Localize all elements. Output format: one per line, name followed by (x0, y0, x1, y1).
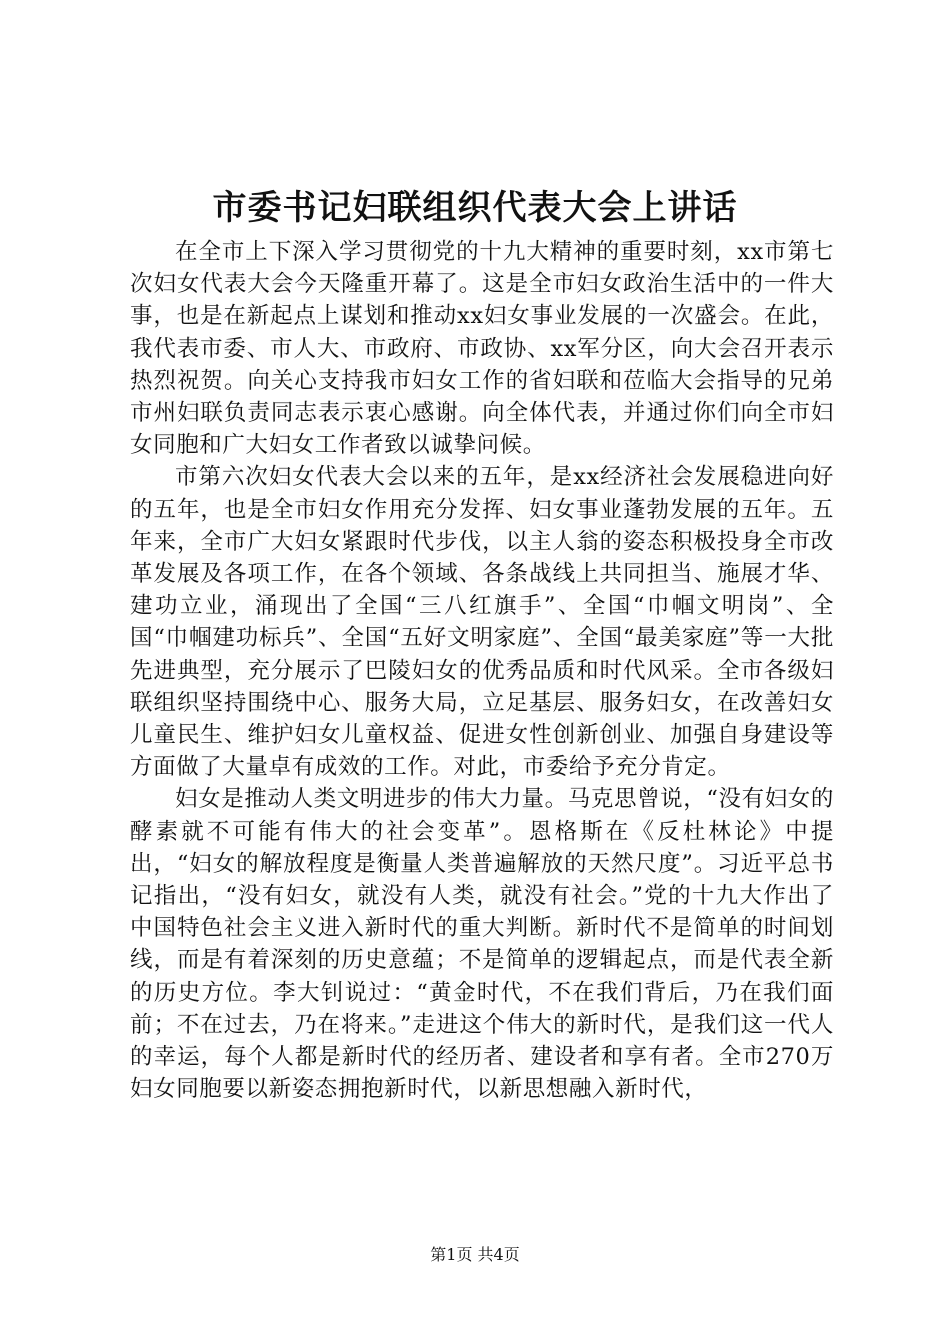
page-number-footer: 第1页 共4页 (430, 1245, 520, 1264)
document-title: 市委书记妇联组织代表大会上讲话 (212, 188, 738, 228)
body-paragraph: 妇女是推动人类文明进步的伟大力量。马克思曾说，“没有妇女的酵素就不可能有伟大的社会变革”。恩格斯在《反杜林论》中提出，“妇女的解放程度是衡量人类普遍解放的天然尺度”。习近平总书记指出，“没有妇女，就没有人类，就没有社会。”党的十九大作出了中国特色社会主义进入新时代的重大判断。新时代不是简单的时间划线，而是有着深刻的历史意蕴；不是简单的逻辑起点，而是代表全新的历史方位。李大钊说过：“黄金时代，不在我们背后，乃在我们面前；不在过去，乃在将来。”走进这个伟大的新时代，是我们这一代人的幸运，每个人都是新时代的经历者、建设者和享有者。全市270万妇女同胞要以新姿态拥抱新时代，以新思想融入新时代， (130, 786, 834, 1103)
document-body (130, 236, 834, 1105)
body-paragraph: 市第六次妇女代表大会以来的五年，是xx经济社会发展稳进向好的五年，也是全市妇女作用充分发挥、妇女事业蓬勃发展的五年。五年来，全市广大妇女紧跟时代步伐，以主人翁的姿态积极投身全市改革发展及各项工作，在各个领域、各条战线上共同担当、施展才华、建功立业，涌现出了全国“三八红旗手”、全国“巾帼文明岗”、全国“巾帼建功标兵”、全国“五好文明家庭”、全国“最美家庭”等一大批先进典型，充分展示了巴陵妇女的优秀品质和时代风采。全市各级妇联组织坚持围绕中心、服务大局，立足基层、服务妇女，在改善妇女儿童民生、维护妇女儿童权益、促进女性创新创业、加强自身建设等方面做了大量卓有成效的工作。对此，市委给予充分肯定。 (130, 464, 834, 781)
body-paragraph: 在全市上下深入学习贯彻党的十九大精神的重要时刻，xx市第七次妇女代表大会今天隆重开幕了。这是全市妇女政治生活中的一件大事，也是在新起点上谋划和推动xx妇女事业发展的一次盛会。在此，我代表市委、市人大、市政府、市政协、xx军分区，向大会召开表示热烈祝贺。向关心支持我市妇女工作的省妇联和莅临大会指导的兄弟市州妇联负责同志表示衷心感谢。向全体代表，并通过你们向全市妇女同胞和广大妇女工作者致以诚挚问候。 (130, 239, 834, 459)
